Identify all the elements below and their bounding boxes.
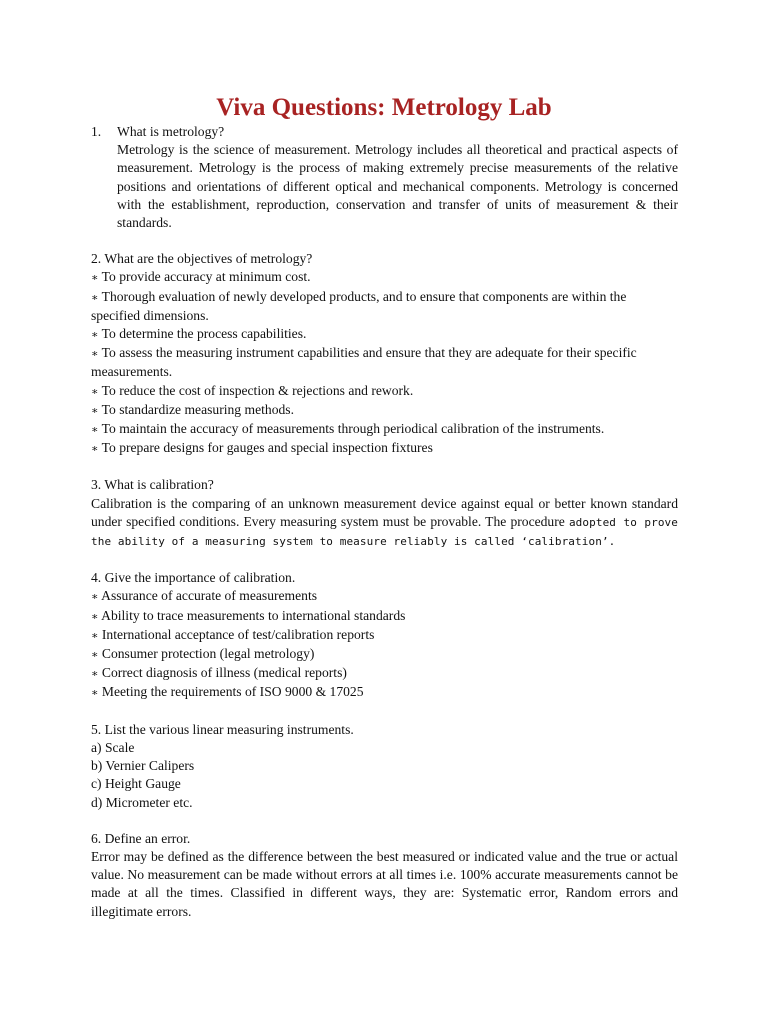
question-6-answer: Error may be defined as the difference between the best measured or indicated value and the true or actual value. No measurement can be made without errors at all times i.e. 100% accurate measurements cannot be made at all the times. Classified in different ways, they are: Systematic error, Random errors and illegitimate errors. — [91, 848, 678, 919]
bullet-icon: ∗ — [91, 404, 99, 417]
question-1-answer: Metrology is the science of measurement. Metrology includes all theoretical and practical aspects of measurement. Metrology is the process of making extremely precise measurements of the relative positions and orientations of different optical and mechanical components. Metrology is concerned with the establishment, reproduction, conservation and transfer of units of measurement & their standards. — [117, 142, 678, 231]
list-item: ∗ To determine the process capabilities. — [91, 326, 307, 342]
list-item: a) Scale — [91, 739, 135, 755]
bullet-icon: ∗ — [91, 649, 99, 662]
bullet-icon: ∗ — [91, 424, 99, 437]
bullet-icon: ∗ — [91, 291, 99, 304]
question-3-answer-serif: Calibration is the comparing of an unknown measurement device against equal or better known standard under specified conditions. Every measuring system must be provable. The procedure — [91, 495, 678, 529]
question-1-text: What is metrology? — [117, 124, 225, 139]
list-item: ∗ To provide accuracy at minimum cost. — [91, 269, 311, 285]
bullet-icon: ∗ — [91, 443, 99, 456]
question-4 — [91, 569, 678, 702]
question-1-number: 1. — [91, 124, 102, 139]
list-item: ∗ To reduce the cost of inspection & rejections and rework. — [91, 382, 414, 398]
question-1 — [91, 123, 678, 232]
question-2 — [91, 250, 678, 458]
list-item: b) Vernier Calipers — [91, 758, 195, 774]
list-item: ∗ To assess the measuring instrument capabilities and ensure that they are adequate for their specific measurements. — [91, 345, 637, 380]
bullet-icon: ∗ — [91, 629, 99, 642]
question-5-text: 5. List the various linear measuring instruments. — [91, 721, 354, 737]
list-item: d) Micrometer etc. — [91, 794, 193, 810]
list-item: c) Height Gauge — [91, 776, 181, 792]
list-item: ∗ Ability to trace measurements to international standards — [91, 607, 406, 623]
question-4-text: 4. Give the importance of calibration. — [91, 570, 296, 586]
bullet-icon: ∗ — [91, 591, 99, 604]
list-item: ∗ Meeting the requirements of ISO 9000 & 17025 — [91, 684, 364, 700]
question-4-bullets — [91, 587, 678, 702]
question-6-text: 6. Define an error. — [91, 830, 191, 846]
question-5 — [91, 721, 678, 812]
list-item: ∗ Consumer protection (legal metrology) — [91, 646, 315, 662]
list-item: ∗ Correct diagnosis of illness (medical reports) — [91, 665, 347, 681]
question-2-bullets — [91, 268, 678, 458]
page-title: Viva Questions: Metrology Lab — [216, 94, 552, 121]
list-item: ∗ To prepare designs for gauges and special inspection fixtures — [91, 440, 433, 456]
question-3-answer-mono: adopted to prove the ability of a measuring system to measure reliably is called ‘calibration’. — [91, 515, 679, 549]
question-3-answer — [91, 495, 678, 552]
bullet-icon: ∗ — [91, 610, 99, 623]
bullet-icon: ∗ — [91, 687, 99, 700]
question-6 — [91, 830, 678, 921]
question-3-text: 3. What is calibration? — [91, 477, 214, 493]
bullet-icon: ∗ — [91, 385, 99, 398]
document-content — [91, 123, 678, 921]
list-item: ∗ International acceptance of test/calibration reports — [91, 626, 375, 642]
question-2-text: 2. What are the objectives of metrology? — [91, 251, 313, 267]
list-item: ∗ To maintain the accuracy of measurements through periodical calibration of the instruments. — [91, 421, 605, 437]
bullet-icon: ∗ — [91, 348, 99, 361]
list-item: ∗ Assurance of accurate of measurements — [91, 588, 318, 604]
bullet-icon: ∗ — [91, 668, 99, 681]
bullet-icon: ∗ — [91, 329, 99, 342]
bullet-icon: ∗ — [91, 272, 99, 285]
list-item: ∗ To standardize measuring methods. — [91, 401, 294, 417]
list-item: ∗ Thorough evaluation of newly developed products, and to ensure that components are within the specified dimensions. — [91, 288, 627, 323]
question-3 — [91, 476, 678, 551]
